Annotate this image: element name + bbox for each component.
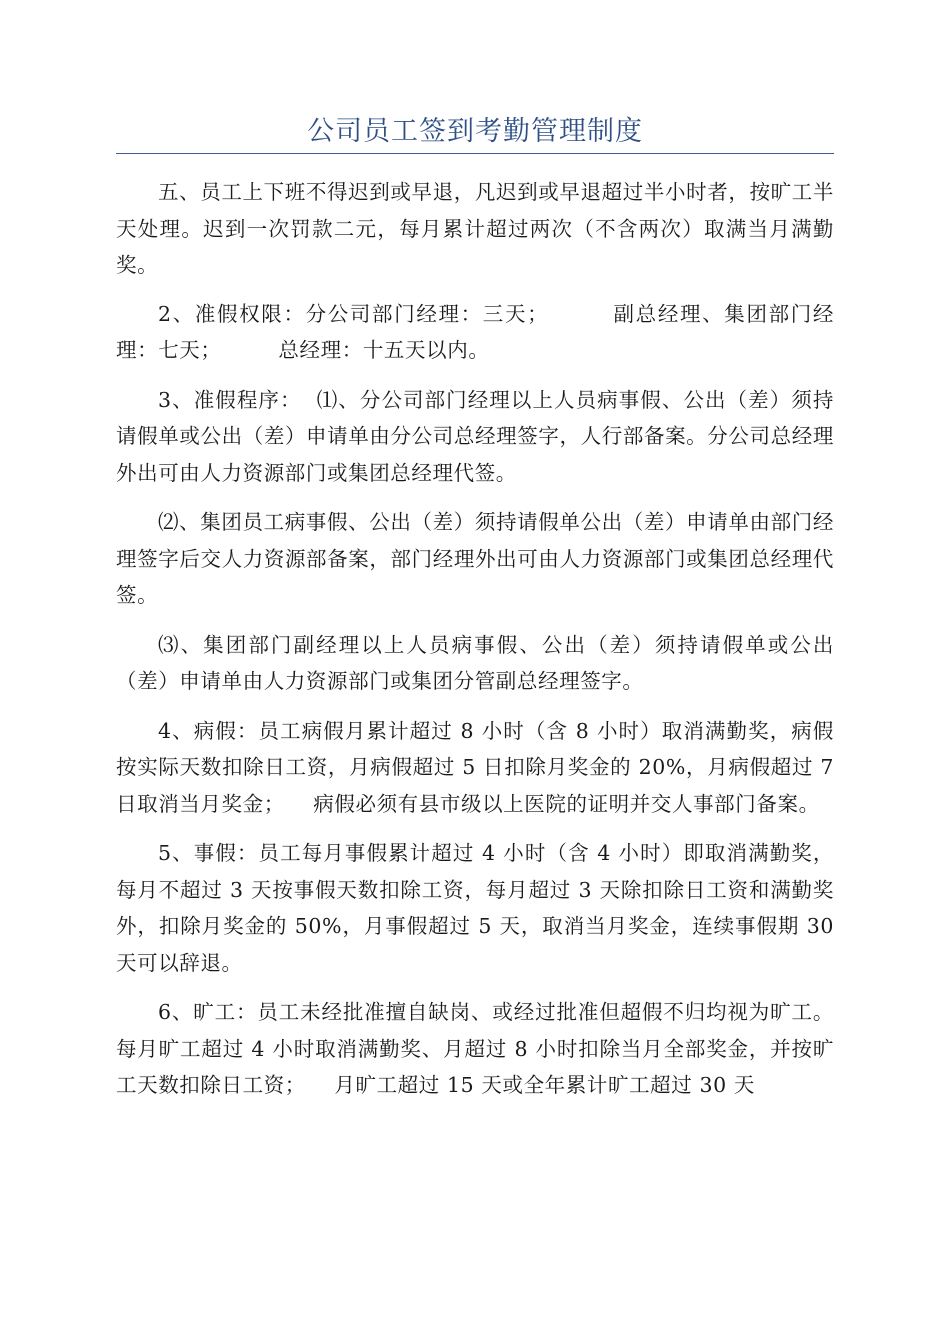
- paragraph-group-staff-leave: ⑵、集团员工病事假、公出（差）须持请假单公出（差）申请单由部门经理签字后交人力资源部备案，部门经理外出可由人力资源部门或集团总经理代签。: [116, 510, 834, 607]
- paragraph-leave-authority: 2、准假权限：分公司部门经理：三天； 副总经理、集团部门经理：七天； 总经理：十五天以内。: [116, 301, 834, 362]
- document-body: [116, 174, 842, 1117]
- paragraph-deputy-manager-leave: ⑶、集团部门副经理以上人员病事假、公出（差）须持请假单或公出（差）申请单由人力资源部门或集团分管副总经理签字。: [116, 632, 834, 693]
- document-title: 公司员工签到考勤管理制度: [307, 116, 643, 147]
- title-underline: [116, 153, 834, 154]
- paragraph-late-early-rule: 五、员工上下班不得迟到或早退，凡迟到或早退超过半小时者，按旷工半天处理。迟到一次罚款二元，每月累计超过两次（不含两次）取满当月满勤奖。: [116, 180, 834, 277]
- paragraph-personal-leave: 5、事假：员工每月事假累计超过 4 小时（含 4 小时）即取消满勤奖，每月不超过 3 天按事假天数扣除工资，每月超过 3 天除扣除日工资和满勤奖外，扣除月奖金的 50%，月事假超过 5 天，取消当月奖金，连续事假期 30 天可以辞退。: [116, 841, 842, 975]
- paragraph-leave-procedure: 3、准假程序： ⑴、分公司部门经理以上人员病事假、公出（差）须持请假单或公出（差）申请单由分公司总经理签字，人行部备案。分公司总经理外出可由人力资源部门或集团总经理代签。: [116, 387, 834, 485]
- paragraph-absenteeism: 6、旷工：员工未经批准擅自缺岗、或经过批准但超假不归均视为旷工。每月旷工超过 4 小时取消满勤奖、月超过 8 小时扣除当月全部奖金，并按旷工天数扣除日工资； 月旷工超过 15 天或全年累计旷工超过 30 天: [116, 1000, 834, 1097]
- paragraph-sick-leave: 4、病假：员工病假月累计超过 8 小时（含 8 小时）取消满勤奖，病假按实际天数扣除日工资，月病假超过 5 日扣除月奖金的 20%，月病假超过 7 日取消当月奖金； 病假必须有县市级以上医院的证明并交人事部门备案。: [116, 718, 842, 816]
